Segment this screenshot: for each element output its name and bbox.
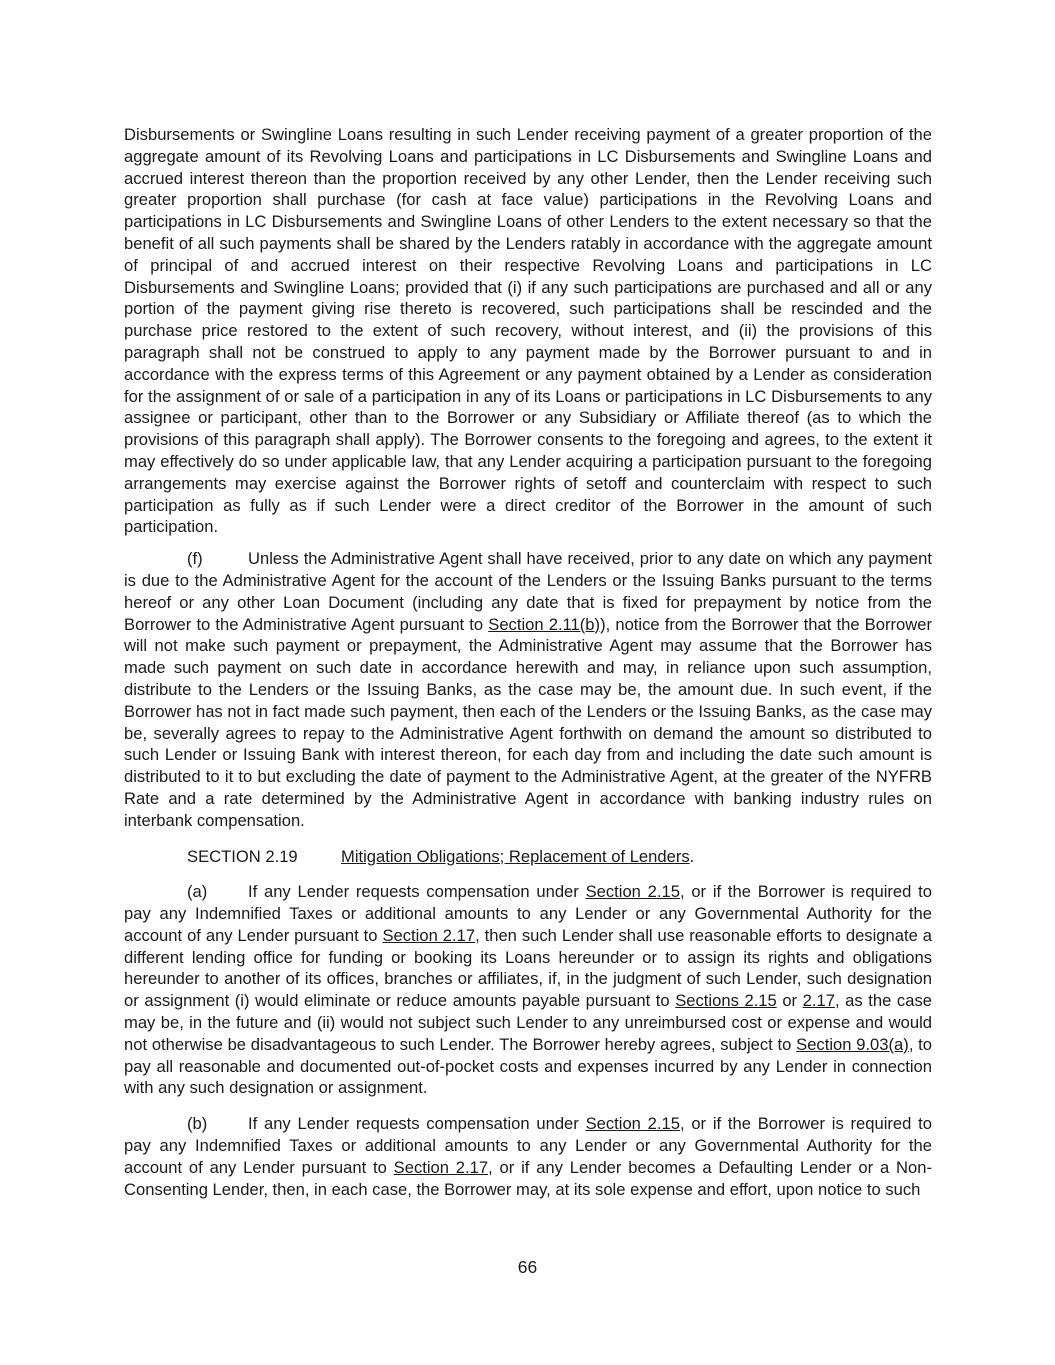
paragraph-f-label: (f) — [187, 549, 203, 569]
paragraph-a-text-4: or — [776, 991, 803, 1011]
section-2-17-reference: Section 2.17 — [393, 1157, 489, 1177]
section-9-03-a-reference: Section 9.03(a) — [796, 1034, 909, 1054]
section-2-17-short-reference: 2.17 — [802, 991, 835, 1011]
section-2-15-reference: Section 2.15 — [585, 882, 680, 902]
document-page — [124, 124, 932, 1200]
paragraph-f-text-2: ), notice from the Borrower that the Borrower will not make such payment or prepayment, the Administrative Agent may assume that the Borrower has made such payment on such date in accordance herewith and may, in reliance upon such assumption, distribute to the Lenders or the Issuing Banks, as the case may be, the amount due. In such event, if the Borrower has not in fact made such payment, then each of the Lenders or the Issuing Banks, as the case may be, severally agrees to repay to the Administrative Agent forthwith on demand the amount so distributed to such Lender or Issuing Bank with interest thereon, for each day from and including the date such amount is distributed to it to but excluding the date of payment to the Administrative Agent, at the greater of the NYFRB Rate and a rate determined by the Administrative Agent in accordance with banking industry rules on interbank compensation. — [124, 614, 932, 830]
paragraph-b-text-3: , or if any Lender becomes a Defaulting Lender or a Non-Consenting Lender, then, in each case, the Borrower may, at its sole expense and effort, upon notice to such — [124, 1157, 932, 1199]
paragraph-a-text-5: , as the case may be, in the future and (ii) would not subject such Lender to any unreimbursed cost or expense and would not otherwise be disadvantageous to such Lender. The Borrower hereby agrees, subject to — [124, 991, 932, 1054]
paragraph-a-text-3: , then such Lender shall use reasonable efforts to designate a different lending office for funding or booking its Loans hereunder or to assign its rights and obligations hereunder to another of its offices, branches or affiliates, if, in the judgment of such Lender, such designation or assignment (i) would eliminate or reduce amounts payable pursuant to — [124, 925, 932, 1011]
paragraph-b — [124, 1113, 932, 1200]
section-2-19-heading — [124, 846, 932, 868]
paragraph-a-text-2: , or if the Borrower is required to pay any Indemnified Taxes or additional amounts to any Lender or any Governmental Authority for the account of any Lender pursuant to — [124, 882, 932, 945]
paragraph-e-continuation: Disbursements or Swingline Loans resulting in such Lender receiving payment of a greater proportion of the aggregate amount of its Revolving Loans and participations in LC Disbursements and Swingline Loans and accrued interest thereon than the proportion received by any other Lender, then the Lender receiving such greater proportion shall purchase (for cash at face value) participations in the Revolving Loans and participations in LC Disbursements and Swingline Loans of other Lenders to the extent necessary so that the benefit of all such payments shall be shared by the Lenders ratably in accordance with the aggregate amount of principal of and accrued interest on their respective Revolving Loans and participations in LC Disbursements and Swingline Loans; provided that (i) if any such participations are purchased and all or any portion of the payment giving rise thereto is recovered, such participations shall be rescinded and the purchase price restored to the extent of such recovery, without interest, and (ii) the provisions of this paragraph shall not be construed to apply to any payment made by the Borrower pursuant to and in accordance with the express terms of this Agreement or any payment obtained by a Lender as consideration for the assignment of or sale of a participation in any of its Loans or participations in LC Disbursements to any assignee or participant, other than to the Borrower or any Subsidiary or Affiliate thereof (as to which the provisions of this paragraph shall apply). The Borrower consents to the foregoing and agrees, to the extent it may effectively do so under applicable law, that any Lender acquiring a participation pursuant to the foregoing arrangements may exercise against the Borrower rights of setoff and counterclaim with respect to such participation as fully as if such Lender were a direct creditor of the Borrower in the amount of such participation. — [124, 125, 932, 537]
paragraph-a — [124, 881, 932, 1099]
paragraph-a-text-1: If any Lender requests compensation under — [248, 882, 586, 902]
paragraph-b-text-1: If any Lender requests compensation under — [248, 1114, 586, 1134]
paragraph-f — [124, 548, 932, 831]
sections-2-15-reference: Sections 2.15 — [675, 991, 777, 1011]
paragraph-b-label: (b) — [187, 1114, 208, 1134]
paragraph-a-text-6: , to pay all reasonable and documented out-of-pocket costs and expenses incurred by any Lender in connection with any such designation or assignment. — [124, 1034, 933, 1098]
section-2-17-reference: Section 2.17 — [382, 925, 476, 945]
page-number: 66 — [517, 1257, 538, 1277]
paragraph-a-label: (a) — [187, 882, 208, 902]
section-number: SECTION 2.19 — [187, 846, 298, 866]
section-title: Mitigation Obligations; Replacement of Lenders — [341, 846, 690, 866]
paragraph-b-text-2: , or if the Borrower is required to pay any Indemnified Taxes or additional amounts to any Lender or any Governmental Authority for the account of any Lender pursuant to — [124, 1114, 932, 1177]
section-title-period: . — [689, 846, 695, 866]
section-2-15-reference: Section 2.15 — [585, 1114, 680, 1134]
paragraph-f-text-1: Unless the Administrative Agent shall have received, prior to any date on which any payment is due to the Administrative Agent for the account of the Lenders or the Issuing Banks pursuant to the terms hereof or any other Loan Document (including any date that is fixed for prepayment by notice from the Borrower to the Administrative Agent pursuant to — [124, 549, 932, 634]
section-2-11-b-reference: Section 2.11(b) — [488, 614, 601, 634]
